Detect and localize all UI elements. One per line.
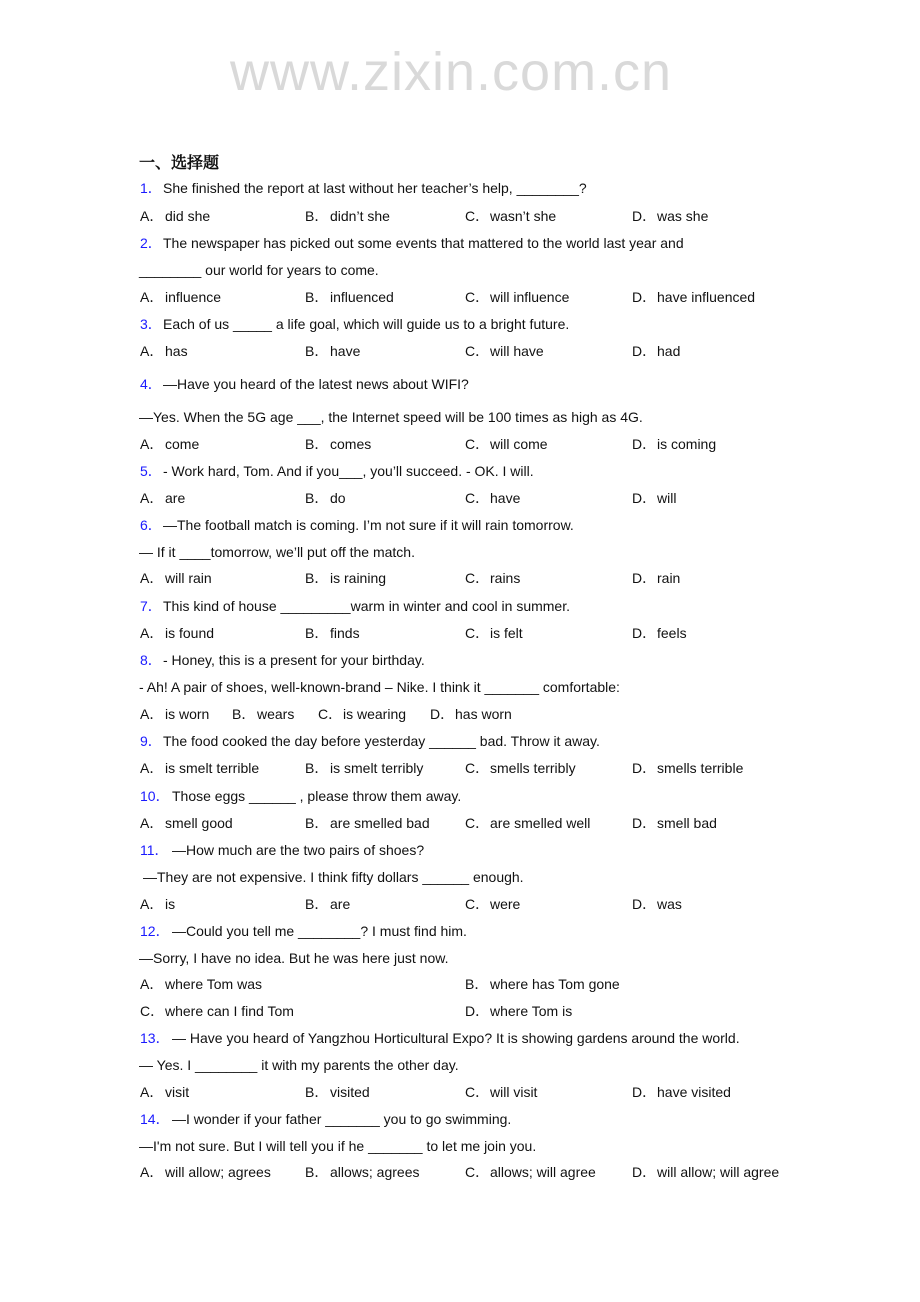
- option-text: was: [657, 896, 682, 912]
- option-text: rain: [657, 570, 681, 586]
- option-d[interactable]: [632, 1083, 731, 1101]
- question-text: This kind of house _________warm in winter and cool in summer.: [163, 598, 570, 614]
- option-letter: D．: [632, 1084, 657, 1100]
- option-letter: B．: [305, 343, 329, 359]
- option-b[interactable]: [305, 569, 386, 587]
- option-c[interactable]: [465, 1163, 596, 1181]
- option-d[interactable]: [632, 895, 682, 913]
- option-a[interactable]: [140, 1163, 271, 1181]
- option-letter: A．: [140, 208, 164, 224]
- option-letter: D．: [632, 436, 657, 452]
- option-letter: C．: [465, 625, 490, 641]
- option-c[interactable]: [465, 1083, 537, 1101]
- option-text: will influence: [490, 289, 570, 305]
- option-text: have visited: [657, 1084, 731, 1100]
- question-text: - Work hard, Tom. And if you___, you’ll succeed. - OK. I will.: [163, 463, 534, 479]
- question-5: [140, 462, 534, 480]
- option-letter: D．: [632, 896, 657, 912]
- option-a[interactable]: [140, 814, 233, 832]
- question-10: [140, 787, 461, 805]
- option-text: rains: [490, 570, 521, 586]
- option-text: is: [165, 896, 176, 912]
- option-text: where Tom is: [490, 1003, 573, 1019]
- option-letter: C．: [465, 436, 490, 452]
- option-b[interactable]: [232, 705, 294, 723]
- option-b[interactable]: [305, 814, 430, 832]
- option-text: is raining: [330, 570, 387, 586]
- option-b[interactable]: [305, 288, 394, 306]
- option-letter: C．: [465, 1164, 490, 1180]
- option-d[interactable]: [632, 489, 676, 507]
- question-text: She finished the report at last without her teacher’s help, ________?: [163, 180, 587, 196]
- option-b[interactable]: [305, 1163, 420, 1181]
- option-letter: B．: [305, 815, 329, 831]
- option-letter: B．: [305, 1084, 329, 1100]
- option-d[interactable]: [632, 207, 708, 225]
- question-14: [140, 1110, 511, 1128]
- option-text: will allow; agrees: [165, 1164, 271, 1180]
- option-text: is wearing: [343, 706, 407, 722]
- option-letter: B．: [305, 1164, 329, 1180]
- option-text: will visit: [490, 1084, 538, 1100]
- question-number: 3．: [140, 316, 162, 332]
- option-c[interactable]: [465, 489, 520, 507]
- option-letter: D．: [465, 1003, 490, 1019]
- option-d[interactable]: [632, 814, 717, 832]
- question-text: The newspaper has picked out some events that mattered to the world last year and: [163, 235, 684, 251]
- option-c[interactable]: [465, 288, 569, 306]
- option-c[interactable]: [465, 895, 520, 913]
- option-text: have: [490, 490, 521, 506]
- option-b[interactable]: [305, 895, 350, 913]
- option-letter: C．: [465, 1084, 490, 1100]
- question-4: [140, 375, 469, 393]
- option-letter: A．: [140, 490, 164, 506]
- option-letter: B．: [305, 760, 329, 776]
- option-d[interactable]: [632, 342, 680, 360]
- option-letter: C．: [465, 896, 490, 912]
- option-a[interactable]: [140, 288, 221, 306]
- option-letter: D．: [632, 760, 657, 776]
- question-number: 12．: [140, 923, 170, 939]
- question-11: [140, 841, 424, 859]
- option-letter: B．: [305, 490, 329, 506]
- option-c[interactable]: [465, 207, 556, 225]
- option-letter: C．: [465, 208, 490, 224]
- question-text: —How much are the two pairs of shoes?: [172, 842, 425, 858]
- option-a[interactable]: [140, 342, 188, 360]
- option-d[interactable]: [632, 759, 743, 777]
- question-number: 2．: [140, 235, 162, 251]
- option-text: do: [330, 490, 346, 506]
- option-d[interactable]: [430, 705, 512, 723]
- option-text: had: [657, 343, 681, 359]
- option-text: has worn: [455, 706, 512, 722]
- question-number: 9．: [140, 733, 162, 749]
- option-d[interactable]: [632, 624, 687, 642]
- option-letter: B．: [305, 208, 329, 224]
- watermark: www.zixin.com.cn: [230, 42, 673, 102]
- option-text: were: [490, 896, 521, 912]
- question-text-line: —Sorry, I have no idea. But he was here just now.: [139, 950, 449, 966]
- question-3: [140, 315, 569, 333]
- question-text-line: — If it ____tomorrow, we’ll put off the match.: [139, 544, 415, 560]
- option-letter: D．: [632, 815, 657, 831]
- option-text: feels: [657, 625, 687, 641]
- option-letter: A．: [140, 1164, 164, 1180]
- option-text: have influenced: [657, 289, 756, 305]
- option-c[interactable]: [465, 435, 548, 453]
- question-1: [140, 179, 587, 197]
- option-b[interactable]: [305, 624, 360, 642]
- option-text: will come: [490, 436, 548, 452]
- question-number: 4．: [140, 376, 162, 392]
- question-number: 8．: [140, 652, 162, 668]
- option-text: visited: [330, 1084, 370, 1100]
- option-letter: B．: [465, 976, 489, 992]
- option-letter: A．: [140, 343, 164, 359]
- option-letter: C．: [318, 706, 343, 722]
- question-text-line: —I'm not sure. But I will tell you if he _______ to let me join you.: [139, 1138, 537, 1154]
- question-text-line: —They are not expensive. I think fifty dollars ______ enough.: [143, 869, 524, 885]
- option-b[interactable]: [305, 489, 346, 507]
- option-letter: C．: [465, 289, 490, 305]
- option-text: allows; agrees: [330, 1164, 420, 1180]
- option-text: smells terribly: [490, 760, 576, 776]
- option-letter: D．: [632, 1164, 657, 1180]
- option-letter: D．: [632, 625, 657, 641]
- option-text: will allow; will agree: [657, 1164, 780, 1180]
- option-text: where Tom was: [165, 976, 263, 992]
- option-text: is found: [165, 625, 215, 641]
- option-c[interactable]: [318, 705, 406, 723]
- option-letter: C．: [140, 1003, 165, 1019]
- question-number: 5．: [140, 463, 162, 479]
- option-letter: D．: [632, 570, 657, 586]
- option-text: smell good: [165, 815, 233, 831]
- question-text: The food cooked the day before yesterday ______ bad. Throw it away.: [163, 733, 600, 749]
- option-text: comes: [330, 436, 372, 452]
- option-a[interactable]: [140, 569, 212, 587]
- question-text: —Could you tell me ________? I must find him.: [172, 923, 467, 939]
- option-letter: A．: [140, 1084, 164, 1100]
- question-text: Each of us _____ a life goal, which will guide us to a bright future.: [163, 316, 570, 332]
- option-c[interactable]: [465, 814, 590, 832]
- option-text: will: [657, 490, 677, 506]
- question-13: [140, 1029, 740, 1047]
- option-letter: A．: [140, 289, 164, 305]
- option-text: have: [330, 343, 361, 359]
- option-text: is worn: [165, 706, 210, 722]
- option-text: influenced: [330, 289, 394, 305]
- option-text: smell bad: [657, 815, 717, 831]
- option-text: where can I find Tom: [165, 1003, 294, 1019]
- option-text: are: [330, 896, 351, 912]
- option-letter: A．: [140, 570, 164, 586]
- option-letter: B．: [305, 289, 329, 305]
- option-b[interactable]: [305, 435, 371, 453]
- question-8: [140, 651, 425, 669]
- option-b[interactable]: [305, 1083, 370, 1101]
- option-letter: B．: [305, 625, 329, 641]
- question-2: [140, 234, 684, 252]
- question-text: —I wonder if your father _______ you to go swimming.: [172, 1111, 512, 1127]
- option-letter: C．: [465, 343, 490, 359]
- option-text: has: [165, 343, 188, 359]
- option-text: is coming: [657, 436, 717, 452]
- option-d[interactable]: [465, 1002, 572, 1020]
- option-text: wears: [257, 706, 295, 722]
- option-letter: D．: [632, 490, 657, 506]
- option-text: are: [165, 490, 186, 506]
- option-b[interactable]: [305, 759, 423, 777]
- question-12: [140, 922, 467, 940]
- option-letter: D．: [430, 706, 455, 722]
- option-letter: D．: [632, 208, 657, 224]
- option-text: come: [165, 436, 200, 452]
- option-letter: B．: [305, 570, 329, 586]
- option-letter: B．: [232, 706, 256, 722]
- question-number: 14．: [140, 1111, 170, 1127]
- option-c[interactable]: [465, 624, 523, 642]
- option-letter: C．: [465, 760, 490, 776]
- option-letter: A．: [140, 815, 164, 831]
- option-text: where has Tom gone: [490, 976, 620, 992]
- option-text: is smelt terribly: [330, 760, 424, 776]
- question-text-line: — Yes. I ________ it with my parents the other day.: [139, 1057, 459, 1073]
- option-text: allows; will agree: [490, 1164, 596, 1180]
- option-a[interactable]: [140, 624, 214, 642]
- option-text: wasn’t she: [490, 208, 557, 224]
- option-letter: A．: [140, 436, 164, 452]
- question-text: — Have you heard of Yangzhou Horticultural Expo? It is showing gardens around the world.: [172, 1030, 740, 1046]
- option-text: is smelt terrible: [165, 760, 260, 776]
- option-letter: D．: [632, 343, 657, 359]
- option-text: didn’t she: [330, 208, 390, 224]
- option-d[interactable]: [632, 569, 680, 587]
- option-b[interactable]: [305, 342, 360, 360]
- question-text: —The football match is coming. I’m not sure if it will rain tomorrow.: [163, 517, 574, 533]
- question-text-line: —Yes. When the 5G age ___, the Internet speed will be 100 times as high as 4G.: [139, 409, 643, 425]
- option-text: will rain: [165, 570, 212, 586]
- question-text-line: ________ our world for years to come.: [139, 262, 379, 278]
- option-text: will have: [490, 343, 544, 359]
- option-a[interactable]: [140, 705, 209, 723]
- question-text-line: - Ah! A pair of shoes, well-known-brand – Nike. I think it _______ comfortable:: [139, 679, 620, 695]
- option-letter: B．: [305, 896, 329, 912]
- option-text: are smelled bad: [330, 815, 430, 831]
- option-a[interactable]: [140, 975, 262, 993]
- question-text: Those eggs ______ , please throw them away.: [172, 788, 462, 804]
- question-number: 1．: [140, 180, 162, 196]
- option-letter: A．: [140, 706, 164, 722]
- option-d[interactable]: [632, 435, 716, 453]
- option-letter: C．: [465, 815, 490, 831]
- option-c[interactable]: [140, 1002, 294, 1020]
- option-text: was she: [657, 208, 709, 224]
- option-b[interactable]: [305, 207, 390, 225]
- question-text: —Have you heard of the latest news about WIFI?: [163, 376, 469, 392]
- option-letter: B．: [305, 436, 329, 452]
- option-text: visit: [165, 1084, 190, 1100]
- question-number: 13．: [140, 1030, 170, 1046]
- option-text: influence: [165, 289, 222, 305]
- question-6: [140, 516, 574, 534]
- option-a[interactable]: [140, 895, 175, 913]
- option-text: finds: [330, 625, 360, 641]
- option-letter: A．: [140, 760, 164, 776]
- option-b[interactable]: [465, 975, 620, 993]
- option-c[interactable]: [465, 569, 520, 587]
- option-text: are smelled well: [490, 815, 591, 831]
- option-letter: C．: [465, 490, 490, 506]
- option-a[interactable]: [140, 435, 199, 453]
- option-letter: C．: [465, 570, 490, 586]
- question-9: [140, 732, 600, 750]
- option-a[interactable]: [140, 1083, 189, 1101]
- option-c[interactable]: [465, 759, 576, 777]
- option-text: smells terrible: [657, 760, 744, 776]
- option-letter: D．: [632, 289, 657, 305]
- option-a[interactable]: [140, 207, 210, 225]
- option-text: did she: [165, 208, 211, 224]
- question-number: 7．: [140, 598, 162, 614]
- option-d[interactable]: [632, 288, 755, 306]
- question-text: - Honey, this is a present for your birthday.: [163, 652, 425, 668]
- option-c[interactable]: [465, 342, 544, 360]
- section-title: 一、选择题: [139, 155, 220, 172]
- option-letter: A．: [140, 896, 164, 912]
- option-a[interactable]: [140, 759, 259, 777]
- option-letter: A．: [140, 976, 164, 992]
- option-d[interactable]: [632, 1163, 779, 1181]
- question-number: 11．: [140, 842, 169, 858]
- question-number: 10．: [140, 788, 170, 804]
- option-a[interactable]: [140, 489, 185, 507]
- question-number: 6．: [140, 517, 162, 533]
- option-letter: A．: [140, 625, 164, 641]
- option-text: is felt: [490, 625, 523, 641]
- question-7: [140, 597, 570, 615]
